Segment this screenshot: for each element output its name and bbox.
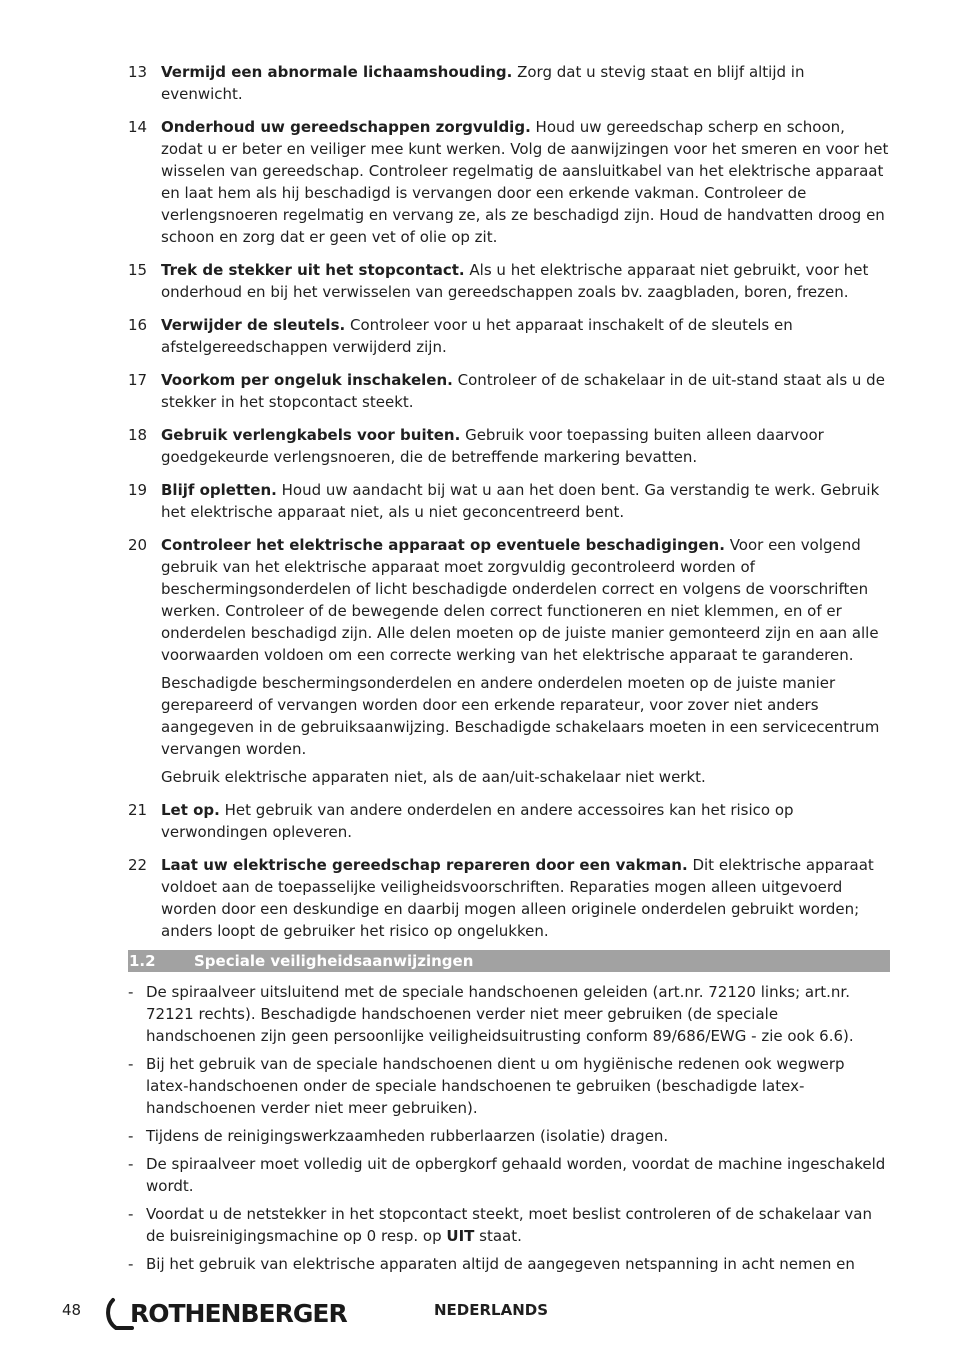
list-item	[128, 61, 890, 105]
item-text: Dit elektrische apparaat voldoet aan de toepasselijke veiligheidsvoorschriften. Reparaties mogen alleen uitgevoerd worden door een deskundige en daarbij mogen alleen originele onderdelen gebruikt worden; anders loopt de gebruiker het risico op ongelukken.	[161, 856, 874, 940]
list-item	[128, 424, 890, 468]
page-number: 48	[62, 1301, 82, 1319]
list-item	[128, 369, 890, 413]
item-title: Trek de stekker uit het stopcontact.	[161, 261, 465, 279]
item-number: 20	[128, 536, 148, 554]
document-content	[128, 61, 890, 1281]
page-footer	[0, 1297, 954, 1337]
item-number: 22	[128, 856, 148, 874]
item-text: Zorg dat u stevig staat en blijf altijd in evenwicht.	[161, 63, 805, 103]
item-number: 19	[128, 481, 148, 499]
list-item	[128, 799, 890, 843]
language-label: NEDERLANDS	[434, 1301, 549, 1319]
item-number: 13	[128, 63, 148, 81]
bullet-dash: -	[128, 1255, 134, 1273]
brand-name: ROTHENBERGER	[130, 1299, 347, 1328]
item-paragraph: Gebruik elektrische apparaten niet, als de aan/uit-schakelaar niet werkt.	[161, 768, 706, 786]
bullet-text-part: Voordat u de netstekker in het stopcontact steekt, moet beslist controleren of de schakelaar van de buisreinigingsmachine op 0 resp. op	[146, 1205, 872, 1245]
item-paragraph: Beschadigde beschermingsonderdelen en andere onderdelen moeten op de juiste manier gerepareerd of vervangen worden door een erkende reparateur, voor zover niet anders aangegeven in de gebruiksaanwijzing. Beschadigde schakelaars moeten in een servicecentrum vervangen worden.	[161, 674, 880, 758]
item-number: 14	[128, 118, 148, 136]
item-text: Controleer voor u het apparaat inschakelt of de sleutels en afstelgereedschappen verwijderd zijn.	[161, 316, 793, 356]
item-title: Blijf opletten.	[161, 481, 277, 499]
item-paragraph	[161, 534, 890, 666]
section-number: 1.2	[129, 952, 156, 970]
item-text: Houd uw aandacht bij wat u aan het doen bent. Ga verstandig te werk. Gebruik het elektrische apparaat niet, als u niet geconcentreerd bent.	[161, 481, 880, 521]
list-item	[128, 314, 890, 358]
item-title: Let op.	[161, 801, 220, 819]
bullet-dash: -	[128, 1205, 134, 1223]
bullet-text	[146, 1203, 890, 1247]
bullet-item	[128, 981, 890, 1047]
bullet-text: Tijdens de reinigingswerkzaamheden rubberlaarzen (isolatie) dragen.	[146, 1127, 669, 1145]
item-number: 21	[128, 801, 148, 819]
list-item	[128, 116, 890, 248]
bullet-item	[128, 1153, 890, 1197]
brand-logo	[104, 1297, 347, 1331]
section-title: Speciale veiligheidsaanwijzingen	[194, 952, 474, 970]
list-item	[128, 259, 890, 303]
item-text: Als u het elektrische apparaat niet gebruikt, voor het onderhoud en bij het verwisselen van gereedschappen zoals bv. zaagbladen, boren, frezen.	[161, 261, 869, 301]
item-title: Controleer het elektrische apparaat op eventuele beschadigingen.	[161, 536, 725, 554]
bullet-text: Bij het gebruik van elektrische apparaten altijd de aangegeven netspanning in acht nemen en	[146, 1255, 855, 1273]
item-text: Gebruik voor toepassing buiten alleen daarvoor goedgekeurde verlengsnoeren, die de betreffende markering bevatten.	[161, 426, 824, 466]
bullet-item	[128, 1203, 890, 1247]
bullet-dash: -	[128, 1055, 134, 1073]
bullet-text-part: staat.	[474, 1227, 522, 1245]
bullet-text: Bij het gebruik van de speciale handschoenen dient u om hygiënische redenen ook wegwerp latex-handschoenen onder de speciale handschoenen te gebruiken (beschadigde latex-handschoenen verder niet meer gebruiken).	[146, 1055, 845, 1117]
bullet-dash: -	[128, 983, 134, 1001]
item-number: 16	[128, 316, 148, 334]
list-item	[128, 534, 890, 788]
bullet-dash: -	[128, 1127, 134, 1145]
bullet-item	[128, 1253, 890, 1275]
item-text: Voor een volgend gebruik van het elektrische apparaat moet zorgvuldig gecontroleerd worden of beschermingsonderdelen of licht beschadigde onderdelen correct en volgens de voorschriften werken. Controleer of de bewegende delen correct functioneren en niet klemmen, en of er onderdelen beschadigd zijn. Alle delen moeten op de juiste manier gemonteerd zijn en aan alle voorwaarden voldoen om een correcte werking van het elektrische apparaat te garanderen.	[161, 536, 879, 664]
item-text: Houd uw gereedschap scherp en schoon, zodat u er beter en veiliger mee kunt werken. Volg de aanwijzingen voor het smeren en voor het wisselen van gereedschap. Controleer regelmatig de aansluitkabel van het elektrische apparaat en laat hem als hij beschadigd is vervangen door een erkende vakman. Controleer de verlengsnoeren regelmatig en vervang ze, als ze beschadigd zijn. Houd de handvatten droog en schoon en zorg dat er geen vet of olie op zit.	[161, 118, 889, 246]
item-title: Verwijder de sleutels.	[161, 316, 346, 334]
bullet-dash: -	[128, 1155, 134, 1173]
item-text: Het gebruik van andere onderdelen en andere accessoires kan het risico op verwondingen opleveren.	[161, 801, 794, 841]
section-header	[128, 950, 890, 972]
bullet-text-bold: UIT	[446, 1227, 475, 1245]
item-title: Gebruik verlengkabels voor buiten.	[161, 426, 461, 444]
list-item	[128, 479, 890, 523]
bullet-text: De spiraalveer moet volledig uit de opbergkorf gehaald worden, voordat de machine ingeschakeld wordt.	[146, 1155, 886, 1195]
item-text: Controleer of de schakelaar in de uit-stand staat als u de stekker in het stopcontact steekt.	[161, 371, 885, 411]
item-number: 17	[128, 371, 148, 389]
item-title: Voorkom per ongeluk inschakelen.	[161, 371, 453, 389]
item-title: Vermijd een abnormale lichaamshouding.	[161, 63, 513, 81]
item-number: 18	[128, 426, 148, 444]
list-item	[128, 854, 890, 942]
bullet-item	[128, 1053, 890, 1119]
item-number: 15	[128, 261, 148, 279]
bullet-text: De spiraalveer uitsluitend met de speciale handschoenen geleiden (art.nr. 72120 links; art.nr. 72121 rechts). Beschadigde handschoenen verder niet meer gebruiken (de speciale handschoenen zijn geen persoonlijke veiligheidsuitrusting conform 89/686/EWG - zie ook 6.6).	[146, 983, 854, 1045]
item-title: Onderhoud uw gereedschappen zorgvuldig.	[161, 118, 531, 136]
item-title: Laat uw elektrische gereedschap repareren door een vakman.	[161, 856, 688, 874]
bullet-item	[128, 1125, 890, 1147]
